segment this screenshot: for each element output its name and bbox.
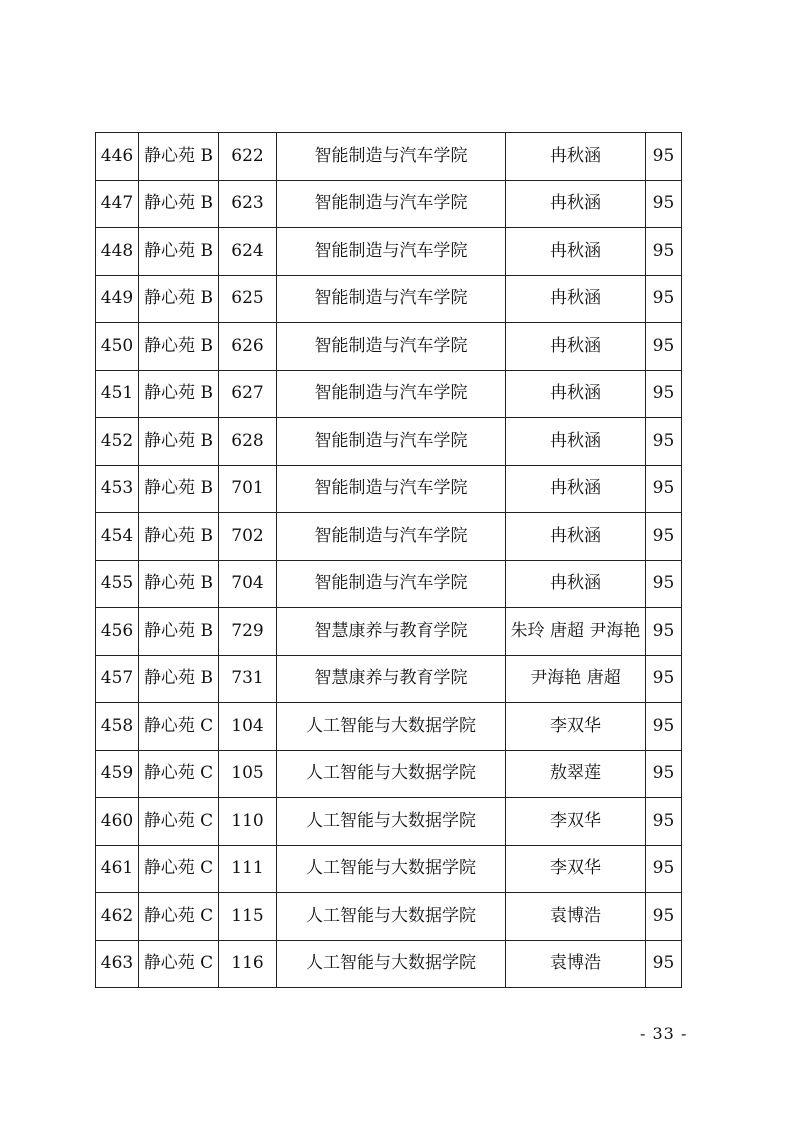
building-cell: 静心苑 B xyxy=(139,608,219,656)
building-cell: 静心苑 B xyxy=(139,133,219,181)
room-cell: 104 xyxy=(219,703,277,751)
row-number-cell: 461 xyxy=(96,845,139,893)
row-number-cell: 455 xyxy=(96,560,139,608)
table-row xyxy=(96,133,682,181)
college-cell: 人工智能与大数据学院 xyxy=(277,703,506,751)
score-cell: 95 xyxy=(646,703,682,751)
room-cell: 116 xyxy=(219,940,277,988)
room-cell: 628 xyxy=(219,418,277,466)
building-cell: 静心苑 C xyxy=(139,750,219,798)
college-cell: 人工智能与大数据学院 xyxy=(277,798,506,846)
college-cell: 智能制造与汽车学院 xyxy=(277,370,506,418)
row-number-cell: 448 xyxy=(96,228,139,276)
row-number-cell: 457 xyxy=(96,655,139,703)
college-cell: 智能制造与汽车学院 xyxy=(277,418,506,466)
college-cell: 人工智能与大数据学院 xyxy=(277,750,506,798)
building-cell: 静心苑 B xyxy=(139,465,219,513)
row-number-cell: 458 xyxy=(96,703,139,751)
staff-cell: 李双华 xyxy=(506,703,646,751)
room-cell: 702 xyxy=(219,513,277,561)
room-cell: 115 xyxy=(219,893,277,941)
table-row xyxy=(96,893,682,941)
row-number-cell: 456 xyxy=(96,608,139,656)
room-cell: 110 xyxy=(219,798,277,846)
college-cell: 人工智能与大数据学院 xyxy=(277,940,506,988)
score-cell: 95 xyxy=(646,798,682,846)
staff-cell: 李双华 xyxy=(506,798,646,846)
room-cell: 704 xyxy=(219,560,277,608)
dormitory-score-table xyxy=(95,132,682,988)
row-number-cell: 450 xyxy=(96,323,139,371)
room-cell: 625 xyxy=(219,275,277,323)
college-cell: 智能制造与汽车学院 xyxy=(277,228,506,276)
staff-cell: 冉秋涵 xyxy=(506,560,646,608)
row-number-cell: 452 xyxy=(96,418,139,466)
table-row xyxy=(96,750,682,798)
table-row xyxy=(96,940,682,988)
score-cell: 95 xyxy=(646,370,682,418)
row-number-cell: 460 xyxy=(96,798,139,846)
college-cell: 智能制造与汽车学院 xyxy=(277,560,506,608)
table-row xyxy=(96,560,682,608)
room-cell: 105 xyxy=(219,750,277,798)
row-number-cell: 453 xyxy=(96,465,139,513)
table-row xyxy=(96,323,682,371)
table-body xyxy=(96,133,682,988)
score-cell: 95 xyxy=(646,133,682,181)
score-cell: 95 xyxy=(646,228,682,276)
staff-cell: 冉秋涵 xyxy=(506,465,646,513)
table-row xyxy=(96,465,682,513)
college-cell: 人工智能与大数据学院 xyxy=(277,893,506,941)
table-row xyxy=(96,275,682,323)
room-cell: 623 xyxy=(219,180,277,228)
room-cell: 626 xyxy=(219,323,277,371)
table-row xyxy=(96,608,682,656)
score-cell: 95 xyxy=(646,893,682,941)
staff-cell: 冉秋涵 xyxy=(506,228,646,276)
building-cell: 静心苑 C xyxy=(139,703,219,751)
table-row xyxy=(96,228,682,276)
score-cell: 95 xyxy=(646,608,682,656)
row-number-cell: 459 xyxy=(96,750,139,798)
staff-cell: 袁博浩 xyxy=(506,893,646,941)
staff-cell: 敖翠莲 xyxy=(506,750,646,798)
room-cell: 627 xyxy=(219,370,277,418)
college-cell: 智能制造与汽车学院 xyxy=(277,323,506,371)
building-cell: 静心苑 B xyxy=(139,180,219,228)
room-cell: 624 xyxy=(219,228,277,276)
staff-cell: 冉秋涵 xyxy=(506,180,646,228)
college-cell: 智能制造与汽车学院 xyxy=(277,133,506,181)
row-number-cell: 447 xyxy=(96,180,139,228)
row-number-cell: 446 xyxy=(96,133,139,181)
staff-cell: 冉秋涵 xyxy=(506,275,646,323)
table-row xyxy=(96,655,682,703)
building-cell: 静心苑 C xyxy=(139,845,219,893)
staff-cell: 冉秋涵 xyxy=(506,133,646,181)
table-row xyxy=(96,370,682,418)
building-cell: 静心苑 B xyxy=(139,513,219,561)
building-cell: 静心苑 B xyxy=(139,655,219,703)
table-row xyxy=(96,703,682,751)
row-number-cell: 449 xyxy=(96,275,139,323)
college-cell: 智慧康养与教育学院 xyxy=(277,608,506,656)
staff-cell: 李双华 xyxy=(506,845,646,893)
score-cell: 95 xyxy=(646,275,682,323)
score-cell: 95 xyxy=(646,655,682,703)
staff-cell: 冉秋涵 xyxy=(506,323,646,371)
score-cell: 95 xyxy=(646,323,682,371)
room-cell: 701 xyxy=(219,465,277,513)
college-cell: 人工智能与大数据学院 xyxy=(277,845,506,893)
building-cell: 静心苑 B xyxy=(139,418,219,466)
room-cell: 729 xyxy=(219,608,277,656)
building-cell: 静心苑 B xyxy=(139,228,219,276)
building-cell: 静心苑 B xyxy=(139,323,219,371)
building-cell: 静心苑 B xyxy=(139,275,219,323)
building-cell: 静心苑 B xyxy=(139,560,219,608)
row-number-cell: 454 xyxy=(96,513,139,561)
table-row xyxy=(96,418,682,466)
staff-cell: 冉秋涵 xyxy=(506,513,646,561)
room-cell: 622 xyxy=(219,133,277,181)
room-cell: 731 xyxy=(219,655,277,703)
score-cell: 95 xyxy=(646,180,682,228)
score-cell: 95 xyxy=(646,418,682,466)
table-row xyxy=(96,180,682,228)
score-cell: 95 xyxy=(646,465,682,513)
row-number-cell: 451 xyxy=(96,370,139,418)
staff-cell: 袁博浩 xyxy=(506,940,646,988)
table-row xyxy=(96,798,682,846)
room-cell: 111 xyxy=(219,845,277,893)
building-cell: 静心苑 B xyxy=(139,370,219,418)
score-cell: 95 xyxy=(646,560,682,608)
page-number: - 33 - xyxy=(640,1024,688,1043)
staff-cell: 冉秋涵 xyxy=(506,418,646,466)
table-row xyxy=(96,513,682,561)
college-cell: 智慧康养与教育学院 xyxy=(277,655,506,703)
table-row xyxy=(96,845,682,893)
building-cell: 静心苑 C xyxy=(139,798,219,846)
staff-cell: 尹海艳 唐超 xyxy=(506,655,646,703)
building-cell: 静心苑 C xyxy=(139,940,219,988)
score-cell: 95 xyxy=(646,940,682,988)
score-cell: 95 xyxy=(646,750,682,798)
staff-cell: 冉秋涵 xyxy=(506,370,646,418)
score-cell: 95 xyxy=(646,845,682,893)
college-cell: 智能制造与汽车学院 xyxy=(277,513,506,561)
college-cell: 智能制造与汽车学院 xyxy=(277,465,506,513)
row-number-cell: 462 xyxy=(96,893,139,941)
college-cell: 智能制造与汽车学院 xyxy=(277,180,506,228)
building-cell: 静心苑 C xyxy=(139,893,219,941)
college-cell: 智能制造与汽车学院 xyxy=(277,275,506,323)
staff-cell: 朱玲 唐超 尹海艳 xyxy=(506,608,646,656)
score-cell: 95 xyxy=(646,513,682,561)
row-number-cell: 463 xyxy=(96,940,139,988)
